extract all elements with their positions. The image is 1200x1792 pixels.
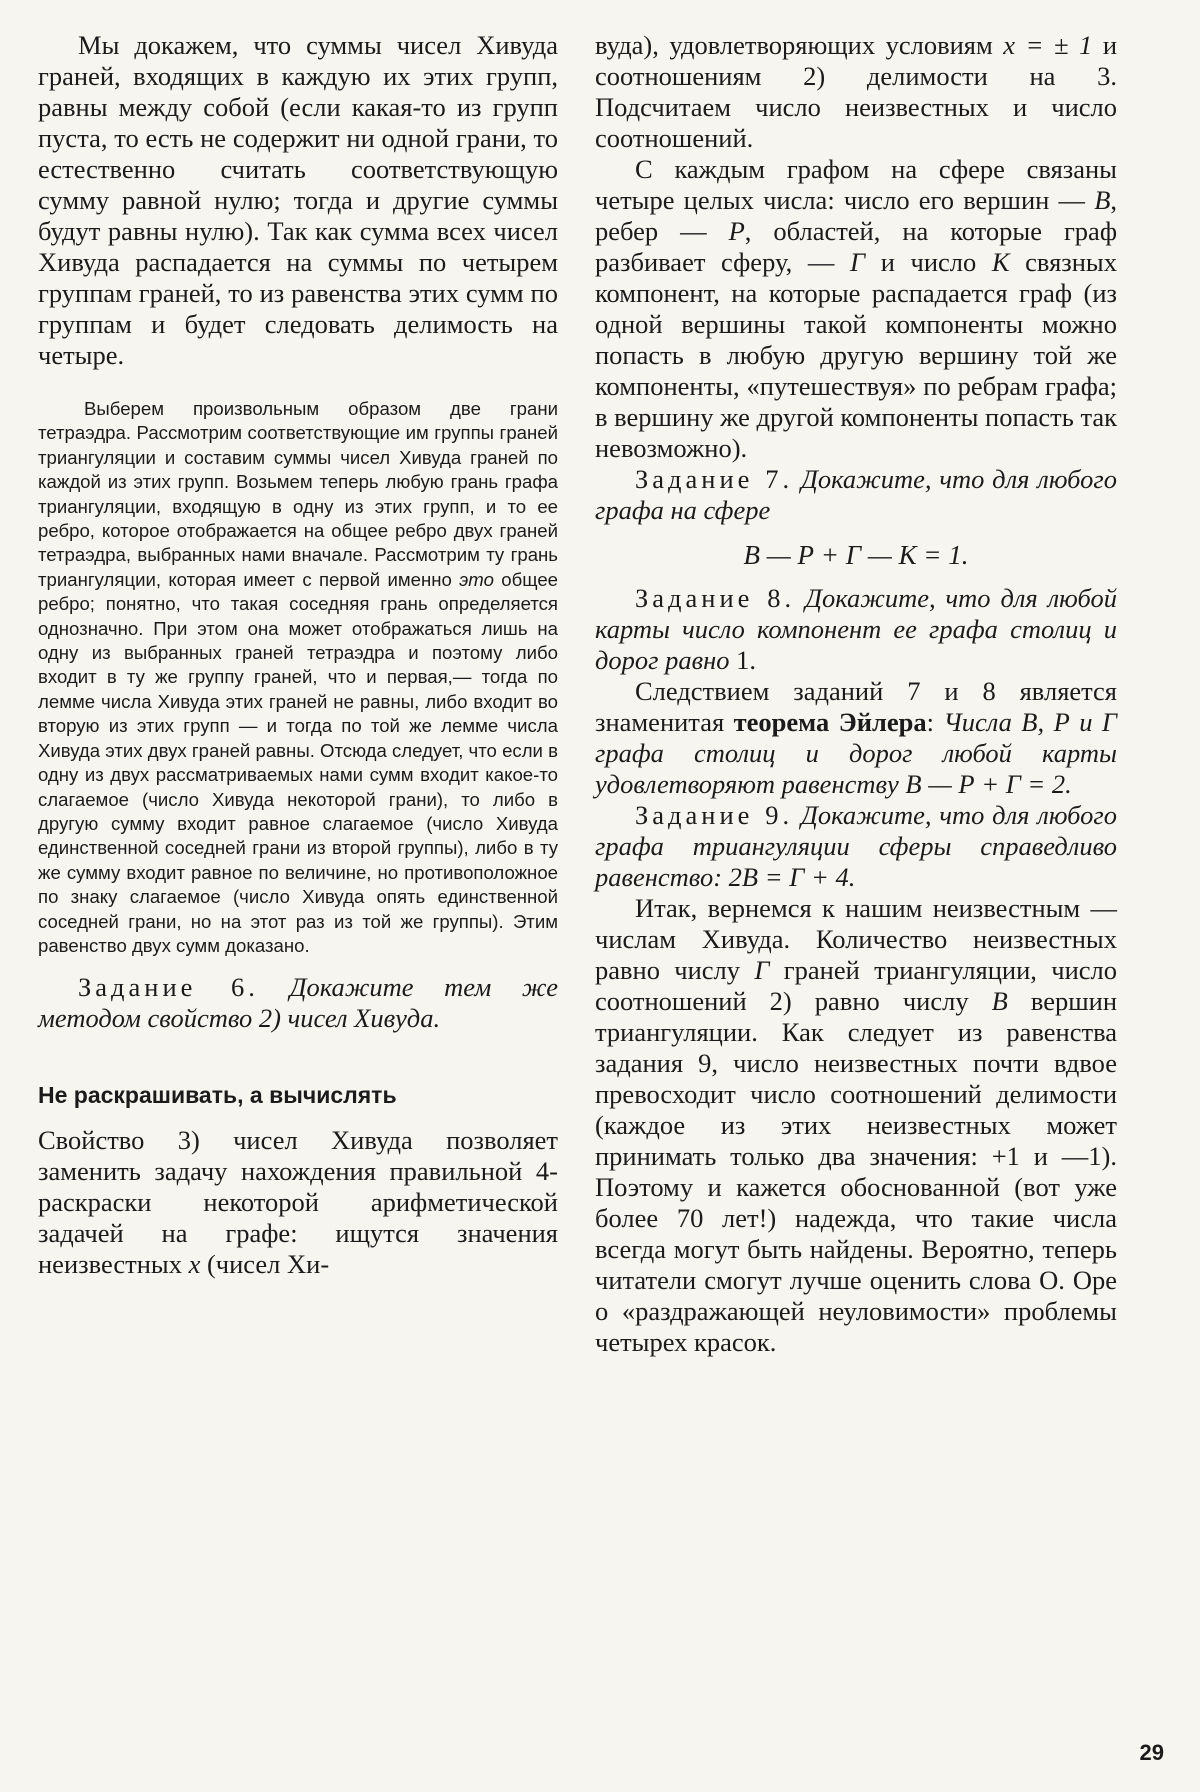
p3-s1: Следствием заданий 7 и 8 является знаменитая xyxy=(595,676,1117,737)
variable-x: x xyxy=(188,1249,201,1280)
var-B: В xyxy=(1094,185,1111,215)
right-column xyxy=(595,30,1117,1358)
var-P: Р xyxy=(728,216,745,246)
left-paragraph-1: Мы докажем, что суммы чисел Хивуда граней, входящих в каждую их этих групп, равны между собой (если какая-то из групп пуста, то есть не содержит ни одной грани, то естественно считать соответствующую сумму равной нулю; тогда и другие суммы будут равны нулю). Так как сумма всех чисел Хивуда распадается на суммы по четырем группам граней, то из равенства этих сумм по группам и будет следовать делимость на четыре. xyxy=(38,30,558,370)
task-7-text: Докажите, что для любого графа на сфере xyxy=(595,464,1117,525)
task-8-label: Задание 8. xyxy=(635,583,796,613)
left-last-end: (чисел Хи- xyxy=(206,1249,330,1280)
p3-italic: Числа В, Р и Г графа столиц и дорог любой карты удовлетворяют равенству xyxy=(595,707,1118,799)
left-column xyxy=(38,30,558,1280)
p3-colon: : xyxy=(926,707,934,737)
proof-italic-word: это xyxy=(459,568,494,590)
p2-s3: , областей, на которые граф разбивает сферу, — xyxy=(595,216,1117,277)
task-7 xyxy=(595,464,1117,526)
left-last-text: Свойство 3) чисел Хивуда позволяет заменить задачу нахождения правильной 4-раскраски некоторой арифметической задачей на графе: ищутся значения неизвестных xyxy=(38,1125,558,1280)
condition-formula: x = ± 1 xyxy=(1003,30,1093,60)
p4-s1: Итак, вернемся к нашим неизвестным — числам Хивуда. Количество неизвестных равно числу xyxy=(595,893,1117,985)
page-number: 29 xyxy=(1139,1740,1164,1765)
var-K: К xyxy=(991,247,1010,277)
euler-formula: В — Р + Г = 2. xyxy=(905,769,1072,799)
p2-s4: и число xyxy=(880,247,977,277)
task-9 xyxy=(595,800,1117,893)
task-7-formula: В — Р + Г — К = 1. xyxy=(743,540,969,570)
p4-s2: граней триангуляции, число соотношений 2) равно числу xyxy=(595,955,1117,1016)
proof-text-part-2: общее ребро; понятно, что такая соседняя грань определяется однозначно. При этом она может отображаться лишь на одну из выбранных граней тетраэдра и поэтому либо входит в ту же группу граней, что и первая,— тогда по лемме числа Хивуда этих граней не равны, либо входит во вторую из этих групп — и тогда по той же лемме числа Хивуда этих двух граней равны. Отсюда следует, что если в одну из двух рассматриваемых нами сумм входит какое-то слагаемое (число Хивуда некоторой грани), то либо в другую сумму входит равное слагаемое (число Хивуда единственной соседней грани из второй группы), либо в ту же сумму входит равное по величине, но противоположное по знаку слагаемое (число Хивуда опять единственной соседней грани, но на этот раз из той же группы). Этим равенство двух сумм доказано. xyxy=(38,568,558,956)
section-heading: Не раскрашивать, а вычислять xyxy=(38,1082,397,1109)
right-paragraph-2 xyxy=(595,154,1117,464)
right-p1-part1: вуда), удовлетворяющих условиям xyxy=(595,30,993,60)
task-9-formula: 2В = Г + 4. xyxy=(728,862,856,892)
task-6-text: Докажите тем же методом свойство 2) чисел Хивуда. xyxy=(38,972,558,1034)
task-8-value: 1. xyxy=(736,645,757,675)
task-6-label: Задание 6. xyxy=(78,972,259,1003)
task-8-text: Докажите, что для любой карты число компонент ее графа столиц и дорог равно xyxy=(595,583,1117,675)
right-paragraph-3 xyxy=(595,676,1117,800)
task-9-text: Докажите, что для любого графа триангуляции сферы справедливо равенство: xyxy=(595,800,1117,892)
p4-var-G: Г xyxy=(754,955,770,985)
proof-paragraph xyxy=(38,397,558,958)
p2-s5: связных компонент, на которые распадается граф (из одной вершины такой компоненты можно попасть в любую другую вершину той же компоненты, «путешествуя» по ребрам графа; в вершину же другой компоненты попасть так невозможно). xyxy=(595,247,1117,463)
right-p1-part2: и соотношениям 2) делимости на 3. Подсчитаем число неизвестных и число соотношений. xyxy=(595,30,1118,153)
p4-s3: вершин триангуляции. Как следует из равенства задания 9, число неизвестных почти вдвое превосходит число соотношений делимости (каждое из этих неизвестных может принимать только два значения: +1 и —1). Поэтому и кажется обоснованной (вот уже более 70 лет!) надежда, что такие числа всегда могут быть найдены. Вероятно, теперь читатели смогут лучше оценить слова О. Оре о «раздражающей неуловимости» проблемы четырех красок. xyxy=(595,986,1118,1357)
task-6 xyxy=(38,972,558,1034)
task-8 xyxy=(595,583,1117,676)
proof-text-part-1: Выберем произвольным образом две грани тетраэдра. Рассмотрим соответствующие им группы граней триангуляции и составим суммы чисел Хивуда граней по каждой из этих групп. Возьмем теперь любую грань графа триангуляции, входящую в одну из этих групп, и то ее ребро, которое отображается на общее ребро двух граней тетраэдра, выбранных нами вначале. Рассмотрим ту грань триангуляции, которая имеет с первой именно xyxy=(38,398,558,590)
euler-theorem: теорема Эйлера xyxy=(733,707,927,737)
right-paragraph-4 xyxy=(595,893,1117,1358)
p2-s1: С каждым графом на сфере связаны четыре целых числа: число его вершин — xyxy=(595,154,1117,215)
p2-s2: , ребер — xyxy=(595,185,1118,246)
task-9-label: Задание 9. xyxy=(635,800,794,830)
var-G: Г xyxy=(849,247,866,277)
task-7-label: Задание 7. xyxy=(635,464,794,494)
right-paragraph-1 xyxy=(595,30,1117,154)
p4-var-B: В xyxy=(991,986,1008,1016)
left-paragraph-last xyxy=(38,1125,558,1280)
